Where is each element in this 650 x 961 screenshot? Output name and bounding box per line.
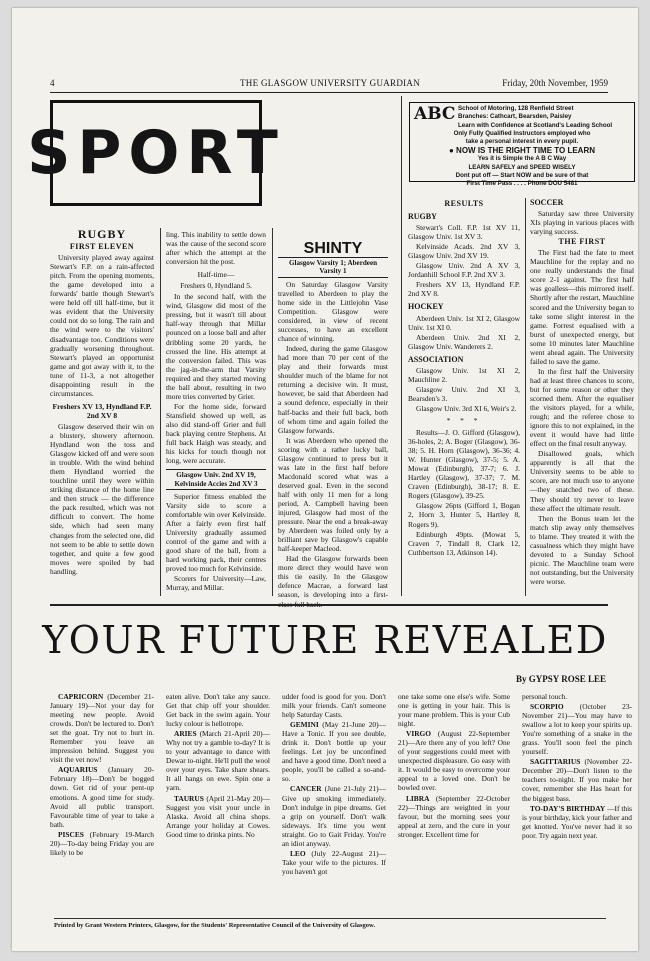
ad-line: ● NOW IS THE RIGHT TIME TO LEARN: [448, 145, 595, 155]
abc-advert: [409, 102, 635, 188]
sign-text: —To-day being Friday you are likely to be: [50, 838, 154, 857]
rugby-paragraph: For the home side, forward Stansfield showed up well, as also did stand-off Grier and full back playing centre Stephens. At full back Haigh was steady, and his kicks for touch though not long, were accurate.: [166, 401, 266, 466]
shinty-subheading: Glasgow Varsity 1; Aberdeen Varsity 1: [278, 257, 388, 278]
golf-results: Glasgow 26pts (Gifford 1, Bogan 2, Horn 3, Hunter 5, Hartley 8, Rogers 9).: [408, 501, 520, 529]
ad-line: Dont put off — Start NOW and be sure of that: [455, 172, 589, 180]
sign-text: —Are there any of you left? One of your suggestions could meet with unexpected displeasure. Go easy with it. It would be easy to overcome your appeal to a loved one. Don't be bowled over.: [398, 738, 510, 793]
sign-name: TAURUS: [174, 793, 204, 803]
sign-text: personal touch.: [522, 692, 568, 701]
second-xv-heading: Glasgow Univ. 2nd XV 19, Kelvinside Accies 2nd XV 3: [166, 469, 266, 490]
first-eleven-heading: FIRST ELEVEN: [69, 242, 135, 252]
sign-text: —Have a Tonic. If you see double, drink it. Don't bottle up your feelings. Let joy be unconfined and have a good time. Don't need a people, you'll be called a so-and-so.: [282, 720, 386, 784]
soccer-heading: SOCCER: [530, 198, 564, 207]
rugby-paragraph: ling. This inability to settle down was the cause of the second score after which the attempt at the conversion hit the post.: [166, 230, 266, 267]
sign-text: —Why not try a gamble to-day? It is to your advantage to dance with Dewar to-night. He'll pull the wool over your eyes. Take share shears. It all hangs on ewe. Spin one a yarn.: [166, 729, 270, 793]
golf-results: Results—J. O. Gifford (Glasgow), 36-holes, 2; A. Boger (Glasgow), 36-38; 5. H. Horn (Glasgow), 36-36; 4. W. Hunter (Glasgow), 37-5; 5. A. Mowat (Edinburgh), 37-7; 6. J. Hartley (Glasgow), 37-37; 7. M. Craven (Edinburgh), 38-17; 8. E. Rogers (Glasgow), 39-25.: [408, 428, 520, 501]
soccer-paragraph: In the first half the University had at least three chances to score, but for some reason or other they scorned them. After the equaliser the visitors played, for a while, rough; and the referee chose to ignore this to not explained, in the event it would have had little effect on the final result anyway.: [530, 366, 634, 449]
freshers-heading: Freshers XV 13, Hyndland F.P. 2nd XV 8: [52, 401, 152, 420]
sign-name: PISCES: [58, 829, 84, 839]
sign-dates: (September 22-October 22): [398, 793, 510, 812]
result-line: Glasgow Univ. 3rd XI 6, Weir's 2.: [416, 403, 517, 413]
sign-name: AQUARIUS: [58, 765, 98, 775]
column-rule: [272, 228, 273, 596]
sign-text: —Don't listen to the teachers to-night. If you make her cover, remember she Has heart for the biggest bass.: [522, 766, 632, 803]
sign-dates: (August 22-September 21): [398, 729, 510, 748]
horoscope-column: [50, 692, 154, 858]
shinty-paragraph: Had the Glasgow forwards been more direct they would have won this tie easily. In the Glasgow defence Macrae, a forward last season, is developing into a first-: [278, 554, 388, 600]
ad-line: School of Motoring, 128 Renfield Street: [458, 105, 574, 112]
sport-title: SPORT: [27, 118, 285, 188]
shinty-paragraph: Indeed, during the game Glasgow had more than 70 per cent of the play and their forwards must shoulder much of the blame for not returning a decisive win. It must, however, be said that Aberdeen had a sound defence, especially in their half-backs and their full back, both of whom time and again foiled the Glasgow forwards.: [278, 344, 388, 435]
golf-results: Edinburgh 49pts. (Mowat 5, Craven 7, Tindall 8, Clark 12, Cuthbertson 13, Atkinson 14).: [408, 529, 520, 557]
sign-dates: (April 21-May 20): [206, 793, 263, 803]
horoscope-title: YOUR FUTURE REVEALED: [42, 618, 608, 662]
sign-text: —Suggest you visit your uncle in Alaska. Avoid all china shops. Arrange your holiday at Cowes. Good time to drinka pints. No: [166, 793, 270, 839]
sign-text: —Not your day for meeting new people. Avoid crowds. Don't be lectured to. Don't set the goat. Try not to hurt in. Remember you leave an impression behind. Suggest you visit the vet now!: [50, 701, 154, 765]
ad-line: Only Fully Qualified Instructors employed who: [453, 130, 591, 137]
half-time-score: Freshers 0, Hyndland 5.: [180, 281, 252, 291]
result-line: Kelvinside Acads. 2nd XV 3, Glasgow Univ. 2nd XV 19.: [408, 242, 520, 261]
result-line: Stewart's Coll. F.P. 1st XV 11, Glasgow Univ. 1st XV 3.: [408, 223, 520, 242]
abc-logo: ABC: [414, 104, 456, 124]
shinty-heading: SHINTY: [303, 240, 363, 257]
result-line: Glasgow Univ. 1st XI 2, Mauchline 2.: [408, 365, 520, 384]
rugby-paragraph: University played away against Stewart's F.P. on a rain-affected pitch. From the opening moments, the game developed into a forwards' battle though Stewart's were held off till half-time, but it was evident that the University could not do so long. The rain and the wind were to the visitors' disadvantage too. Conditions were gradually worsening throughout. Stewart's played an opportunist game and got away with it, to the tune of 11-3, a not altogether disappointing result in the circumstances.: [50, 253, 154, 398]
sign-name: LIBRA: [406, 793, 430, 803]
issue-date: Friday, 20th November, 1959: [502, 78, 608, 88]
ad-line: LEARN SAFELY and SPEED WISELY: [468, 163, 576, 171]
sign-dates: (December 21-January 19): [50, 692, 154, 711]
rugby-continued-column: [166, 230, 266, 594]
sign-name: ARIES: [174, 729, 197, 739]
rugby-paragraph: Superior fitness enabled the Varsity side to score a comfortable win over Kelvinside. After a fairly even first half University gradually assumed control of the game and with a good share of the ball, from a hard working pack, their centres proved too much for Kelvinside.: [166, 491, 266, 574]
sign-dates: (January 20-February 18): [50, 765, 154, 784]
sign-text: —If this is your birthday, kick your father and get knotted. You've never had it so poor. Try again next year.: [522, 803, 632, 840]
masthead: THE GLASGOW UNIVERSITY GUARDIAN: [240, 78, 421, 88]
ad-line: First Time Pass . . . . Phone DOU 5481: [466, 180, 578, 188]
sport-banner: [27, 100, 285, 206]
soccer-paragraph: The First had the fate to meet Mauchline for the replay and no one really understands the final score 2-1 against. The first half was goalless—this mirrored itself. Shortly after the restart, Mauchline scored and the University began to take some slight interest in the game. Forrest equalised with a burst of unexpected energy, but some 10 minutes later Mauchline went ahead again. The University failed to save the game.: [530, 248, 634, 366]
shinty-paragraph: It was Aberdeen who opened the scoring with a rather lucky ball, Glasgow continued to press but it was late in the first half before Macdonald scored what was a deserved goal. Even in the second half with only 11 men for a long period, A. Campbell having been injured, Glasgow had most of the pressure. Near the end a break-away by Aberdeen was foiled only by a brilliant save by Glasgow's capable half-keeper Macleod.: [278, 435, 388, 554]
shinty-paragraph: On Saturday Glasgow Varsity travelled to Aberdeen to play the home side in the Littlejohn Vase Competition. Glasgow were considered, in view of recent successes, to have an excellent chance of winning.: [278, 279, 388, 344]
sign-text: —Give up smoking immediately. Don't indulge in pipe dreams. Get a grip on yourself. Don't walk sideways. It's time you went straight. Go to Gait Friday. You're an idiot anyway.: [282, 784, 386, 848]
horoscope-column: [398, 692, 510, 840]
sign-dates: (November 22-December 20): [522, 757, 632, 776]
sign-dates: (June 21-July 21): [324, 784, 379, 794]
page-number: 4: [50, 78, 55, 88]
sign-dates: (February 19-March 20): [50, 829, 154, 848]
soccer-column: [530, 198, 634, 587]
sign-name: VIRGO: [406, 729, 432, 739]
column-rule: [401, 96, 402, 596]
ad-line: Yes it is Simple the A B C Way: [477, 155, 567, 163]
results-heading: RESULTS: [444, 199, 484, 208]
rugby-heading: RUGBY: [77, 227, 127, 241]
sign-text: udder food is good for you. Don't milk your friends. Can't someone help Saturday Casts.: [282, 692, 386, 720]
ad-line: take a personal interest in every pupil.: [465, 138, 579, 146]
the-first-heading: THE FIRST: [558, 237, 606, 247]
sign-name: CAPRICORN: [58, 692, 104, 701]
sign-name: SAGITTARIUS: [530, 757, 581, 767]
page-header: [50, 76, 608, 93]
sign-dates: (May 21-June 20): [322, 720, 379, 730]
sign-text: —You may have to swallow a lot to keep your spirits up. You're something of a snake in the grass. You'll soon feel the pinch yourself.: [522, 711, 632, 757]
rugby-paragraph: Glasgow deserved their win on a blustery, showery afternoon. Hyndland won the toss and Glasgow kicked off and were soon in trouble. With the wind behind them Hyndland worried the touchline until they were within striking distance of the home line and then struck — the difference the pack resulted, which was not difficult to convert. The home side, which had seen many changes from the selected one, did not seem to be able to settle down together, and quite a few good moves were spoiled by bad handling.: [50, 421, 154, 576]
sign-text: one take some one else's wife. Some one is getting in your hair. This is your mane problem. This is your Cub night.: [398, 692, 510, 729]
half-time-label: Half-time—: [197, 270, 235, 280]
sign-text: —Take your wife to the pictures. If you haven't got: [282, 848, 386, 876]
result-line: Freshers XV 13, Hyndland F.P. 2nd XV 8.: [408, 280, 520, 299]
column-rule: [160, 228, 161, 596]
soccer-paragraph: Saturday saw three University XIs playing in various places with varying success.: [530, 209, 634, 237]
result-line: Glasgow Univ. 2nd XI 3, Bearsden's 3.: [408, 384, 520, 403]
sign-text: eaten alive. Don't take any sauce. Get that chip off your shoulder. Get back in the swim again. Your lucky colour is hellotrope.: [166, 692, 270, 729]
result-line: Glasgow Univ. 2nd A XV 3, Jordanhill School F.P. 2nd XV 3.: [408, 261, 520, 280]
horoscope-column: [166, 692, 270, 840]
sign-name: LEO: [290, 848, 306, 858]
sign-name: SCORPIO: [530, 702, 564, 712]
results-column: [408, 198, 520, 558]
rugby-paragraph: Scorers for University—Law, Murray, and Millar.: [166, 574, 266, 593]
result-line: Aberdeen Univ. 1st XI 2, Glasgow Univ. 1st XI 0.: [408, 313, 520, 332]
sign-name: CANCER: [290, 784, 322, 794]
section-stars: * * *: [446, 415, 482, 425]
sign-dates: (October 23-November 21): [522, 702, 632, 721]
newspaper-page: [12, 8, 638, 951]
horoscope-column: [282, 692, 386, 877]
rugby-column: [50, 228, 154, 577]
horoscope-column: [522, 692, 632, 841]
sign-text: —Things are weighted in your favour, but the morning sees your appeal at zero, and the cure in your stronger. Excellent time for: [398, 802, 510, 839]
results-rugby-heading: RUGBY: [408, 212, 437, 222]
results-hockey-heading: HOCKEY: [408, 302, 444, 312]
results-association-heading: ASSOCIATION: [408, 354, 464, 364]
soccer-paragraph: Disallowed goals, which apparently is all that the University seems to be able to score, are not much use to anyone—they snatched two of these. They should try never to leave these affect the ultimate result.: [530, 449, 634, 513]
shinty-column: [278, 240, 388, 610]
soccer-paragraph: Then the Bonus team let the match slip away only themselves to blame. They treated it with the casualness which they might have devoted to a Sunday School picnic. The Mauchline team were not outstanding, but the University were worse.: [530, 513, 634, 586]
sign-dates: (March 21-April 20): [199, 729, 263, 739]
ad-line: Branches: Cathcart, Bearsden, Paisley: [458, 113, 572, 121]
ad-line: Learn with Confidence at Scotland's Leading School: [458, 121, 613, 129]
sign-text: —Don't be bogged down. Get rid of your pent-up emotions. A good time for study. Avoid all public transport. Favourable time of year to take a bath.: [50, 774, 154, 829]
horoscope-byline: By GYPSY ROSE LEE: [516, 674, 606, 684]
section-divider: [50, 604, 608, 606]
column-rule: [525, 198, 526, 596]
printer-imprint: Printed by Grant Western Printers, Glasgow, for the Students' Representative Council of the University of Glasgow.: [54, 918, 606, 929]
rugby-paragraph: In the second half, with the wind, Glasgow did most of the pressing, but it wasn't till about half-way through that Millar pounced on a loose ball and after dribbling some 20 yards, he crossed the line. His attempt at the conversion failed. This was the jag-in-the-arm that Varsity required and they started moving the ball about, resulting in two more tries converted by Grier.: [166, 292, 266, 401]
sign-name: GEMINI: [290, 720, 319, 730]
sign-name: TO-DAY'S BIRTHDAY: [530, 803, 606, 813]
result-line: Aberdeen Univ. 2nd XI 2, Glasgow Univ. Wanderers 2.: [408, 332, 520, 351]
sign-dates: (July 22-August 21): [311, 848, 379, 858]
